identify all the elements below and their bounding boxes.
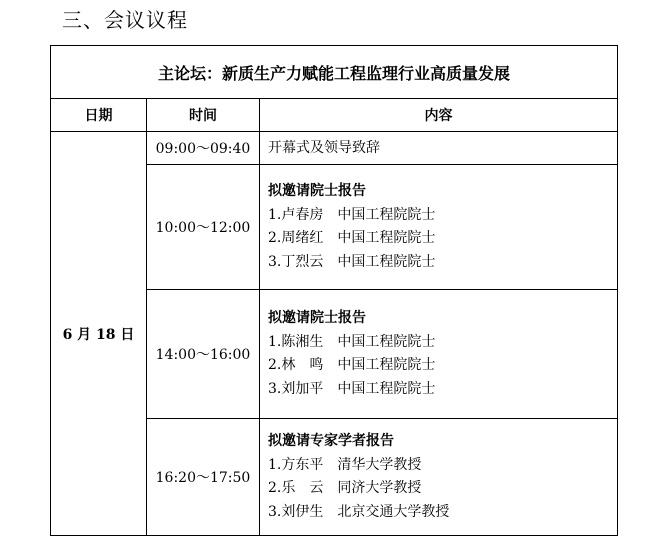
- section-heading: 三、会议议程: [62, 8, 188, 32]
- speaker-item: 3.丁烈云 中国工程院院士: [268, 253, 436, 270]
- session-heading: 拟邀请院士报告: [268, 183, 366, 199]
- session-content: [260, 132, 618, 165]
- session-heading: 拟邀请院士报告: [268, 310, 366, 326]
- agenda-table: [50, 45, 618, 536]
- session-time: 14:00～16:00: [147, 290, 260, 419]
- session-description: 开幕式及领导致辞: [268, 140, 380, 156]
- column-header-row: [51, 99, 618, 132]
- session-time: 09:00～09:40: [147, 132, 260, 165]
- speaker-item: 2.林 鸣 中国工程院院士: [268, 357, 436, 373]
- forum-title: 主论坛：新质生产力赋能工程监理行业高质量发展: [51, 46, 618, 99]
- speaker-item: 1.陈湘生 中国工程院院士: [268, 333, 436, 350]
- session-content: [260, 165, 618, 290]
- column-header-time: 时间: [147, 99, 260, 132]
- table-row: [51, 132, 618, 165]
- session-content: [260, 419, 618, 536]
- speaker-item: 1.卢春房 中国工程院院士: [268, 206, 436, 223]
- speaker-item: 3.刘加平 中国工程院院士: [268, 380, 436, 397]
- column-header-date: 日期: [51, 99, 147, 132]
- forum-title-row: [51, 46, 618, 99]
- session-content: [260, 290, 618, 419]
- date-cell: 6 月 18 日: [51, 132, 147, 536]
- speaker-item: 2.周绪红 中国工程院院士: [268, 230, 436, 246]
- session-heading: 拟邀请专家学者报告: [268, 433, 394, 449]
- column-header-content: 内容: [260, 99, 618, 132]
- session-time: 16:20～17:50: [147, 419, 260, 536]
- speaker-item: 3.刘伊生 北京交通大学教授: [268, 503, 450, 520]
- session-time: 10:00～12:00: [147, 165, 260, 290]
- speaker-item: 1.方东平 清华大学教授: [268, 456, 422, 473]
- speaker-item: 2.乐 云 同济大学教授: [268, 480, 422, 496]
